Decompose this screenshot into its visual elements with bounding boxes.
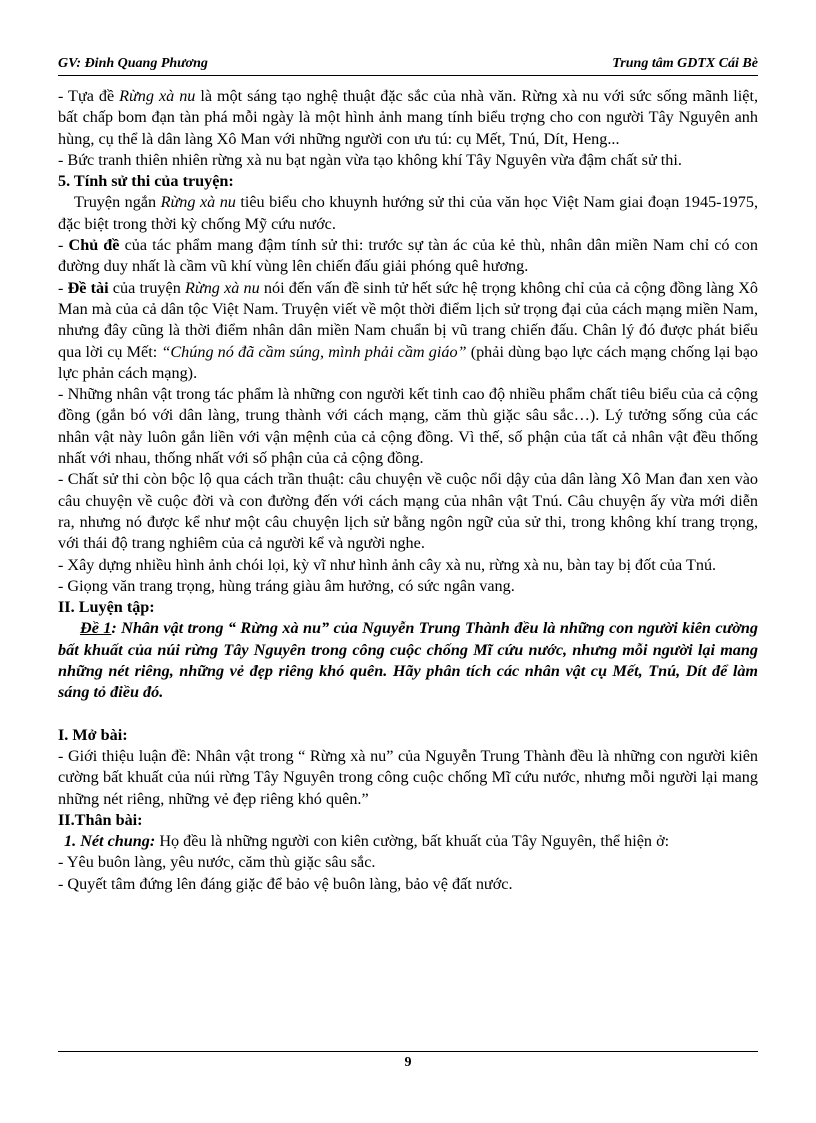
paragraph-title-meaning: [58, 86, 758, 150]
paragraph-common-traits: [58, 831, 758, 852]
term-label: Chủ đề: [68, 236, 120, 255]
paragraph-characters: - Những nhân vật trong tác phẩm là những con người kết tinh cao độ nhiều phẩm chất tiêu biểu của cả cộng đồng (gắn bó với dân làng, trung thành với cách mạng, căm thù giặc sâu sắc…). Lý tưởng sống của các nhân vật này luôn gắn liền với vận mệnh của cả cộng đồng. Vì thế, số phận của tất cả nhân vật đều thống nhất với nhau, thống nhất với số phận của cả cộng đồng.: [58, 385, 758, 468]
text-run: tiêu biểu cho khuynh hướng sử thi của văn học Việt Nam giai đoạn 1945-1975, đặc biệt trong thời kỳ chống Mỹ cứu nước.: [58, 193, 758, 233]
paragraph-epic-intro: [58, 192, 758, 235]
section-heading-practice: II. Luyện tập:: [58, 598, 155, 617]
term-label: 1. Nét chung:: [64, 832, 156, 851]
quote: “Chúng nó đã cầm súng, mình phải cầm giáo”: [161, 342, 467, 361]
paragraph-narration: - Chất sử thi còn bộc lộ qua cách trần thuật: câu chuyện về cuộc nổi dậy của dân làng Xô Man đan xen vào câu chuyện về cuộc đời và con đường đến với cách mạng của nhân vật Tnú. Câu chuyện ấy vừa mới diễn ra, nhưng nó được kể như một câu chuyện lịch sử bằng ngôn ngữ của sử thi, trong không khí trang trọng, với thái độ trang nghiêm của cả người kể và người nghe.: [58, 470, 758, 553]
paragraph-love-village: - Yêu buôn làng, yêu nước, căm thù giặc sâu sắc.: [58, 853, 376, 872]
header-center-name: Trung tâm GDTX Cái Bè: [612, 56, 758, 71]
section-heading-body: II.Thân bài:: [58, 810, 143, 829]
paragraph-subject: [58, 278, 758, 384]
paragraph-determination: - Quyết tâm đứng lên đáng giặc để bảo vệ buôn làng, bảo vệ đất nước.: [58, 874, 513, 893]
text-run: là một sáng tạo nghệ thuật đặc sắc của nhà văn. Rừng xà nu với sức sống mãnh liệt, bất chấp bom đạn tàn phá mỗi ngày là một hình ảnh mang tính biểu trợng cho con người Tây Nguyên anh hùng, cụ thể là dân làng Xô Man với những người con ưu tú: cụ Mết, Tnú, Dít, Heng...: [58, 87, 758, 148]
page-footer: [58, 1051, 758, 1071]
text-run: -: [58, 278, 68, 297]
text-run: Họ đều là những người con kiên cường, bất khuất của Tây Nguyên, thể hiện ở:: [155, 832, 670, 851]
work-title: Rừng xà nu: [160, 193, 236, 212]
topic-label: Đề 1: [80, 619, 112, 638]
text-run: -: [58, 236, 69, 255]
text-run: nói đến vấn đề sinh tử hết sức hệ trọng không chỉ của cả cộng đồng làng Xô Man mà của cả dân tộc Việt Nam. Truyện viết về một thời điểm lịch sử trọng đại của cách mạng miền Nam, nhưng đây cũng là thời điểm nhân dân miền Nam chuẩn bị vũ trang chiến đấu. Chân lý đó được phát biểu qua lời cụ Mết:: [58, 278, 758, 361]
spacer: [58, 704, 758, 725]
paragraph-tone: - Giọng văn trang trọng, hùng tráng giàu âm hưởng, có sức ngân vang.: [58, 576, 515, 595]
text-run: - Tựa đề: [58, 87, 120, 105]
essay-topic: [58, 618, 758, 703]
header-author: GV: Đinh Quang Phương: [58, 56, 208, 71]
text-run: (phải dùng bạo lực cách mạng chống lại bạo lực phản cách mạng).: [58, 342, 759, 382]
section-heading-epic: 5. Tính sử thi của truyện:: [58, 172, 234, 191]
text-run: của tác phẩm mang đậm tính sử thi: trước sự tàn ác của kẻ thù, nhân dân miền Nam chỉ có con đường duy nhất là cầm vũ khí vùng lên chiến đấu giải phóng quê hương.: [58, 236, 758, 276]
topic-text: Nhân vật trong “ Rừng xà nu” của Nguyễn Trung Thành đều là những con người kiên cường bất khuất của núi rừng Tây Nguyên trong công cuộc chống Mĩ cứu nước, nhưng mỗi người lại mang những nét riêng, những vẻ đẹp riêng khó quên. Hãy phân tích các nhân vật cụ Mết, Tnú, Dít để làm sáng tỏ điều đó.: [58, 619, 758, 702]
document-body: [58, 86, 758, 895]
work-title: Rừng xà nu: [119, 87, 196, 105]
text-run: Truyện ngắn: [74, 193, 161, 212]
section-heading-intro: I. Mở bài:: [58, 725, 128, 744]
paragraph-images: - Xây dựng nhiều hình ảnh chói lọi, kỳ vĩ như hình ảnh cây xà nu, rừng xà nu, bàn tay bị đốt của Tnú.: [58, 555, 717, 574]
work-title: Rừng xà nu: [184, 278, 260, 297]
page-header: [58, 50, 758, 76]
text-run: của truyện: [108, 278, 185, 297]
text-run: :: [111, 619, 117, 638]
paragraph-theme: [58, 235, 758, 278]
term-label: Đề tài: [67, 278, 109, 297]
paragraph-intro: - Giới thiệu luận đề: Nhân vật trong “ Rừng xà nu” của Nguyễn Trung Thành đều là những con người kiên cường bất khuất của núi rừng Tây Nguyên trong công cuộc chống Mĩ cứu nước, nhưng mỗi người lại mang những nét riêng, những vẻ đẹp riêng khó quên.”: [58, 746, 758, 808]
page-number: 9: [404, 1055, 412, 1070]
paragraph-nature-picture: - Bức tranh thiên nhiên rừng xà nu bạt ngàn vừa tạo không khí Tây Nguyên vừa đậm chất sử thi.: [58, 150, 682, 169]
